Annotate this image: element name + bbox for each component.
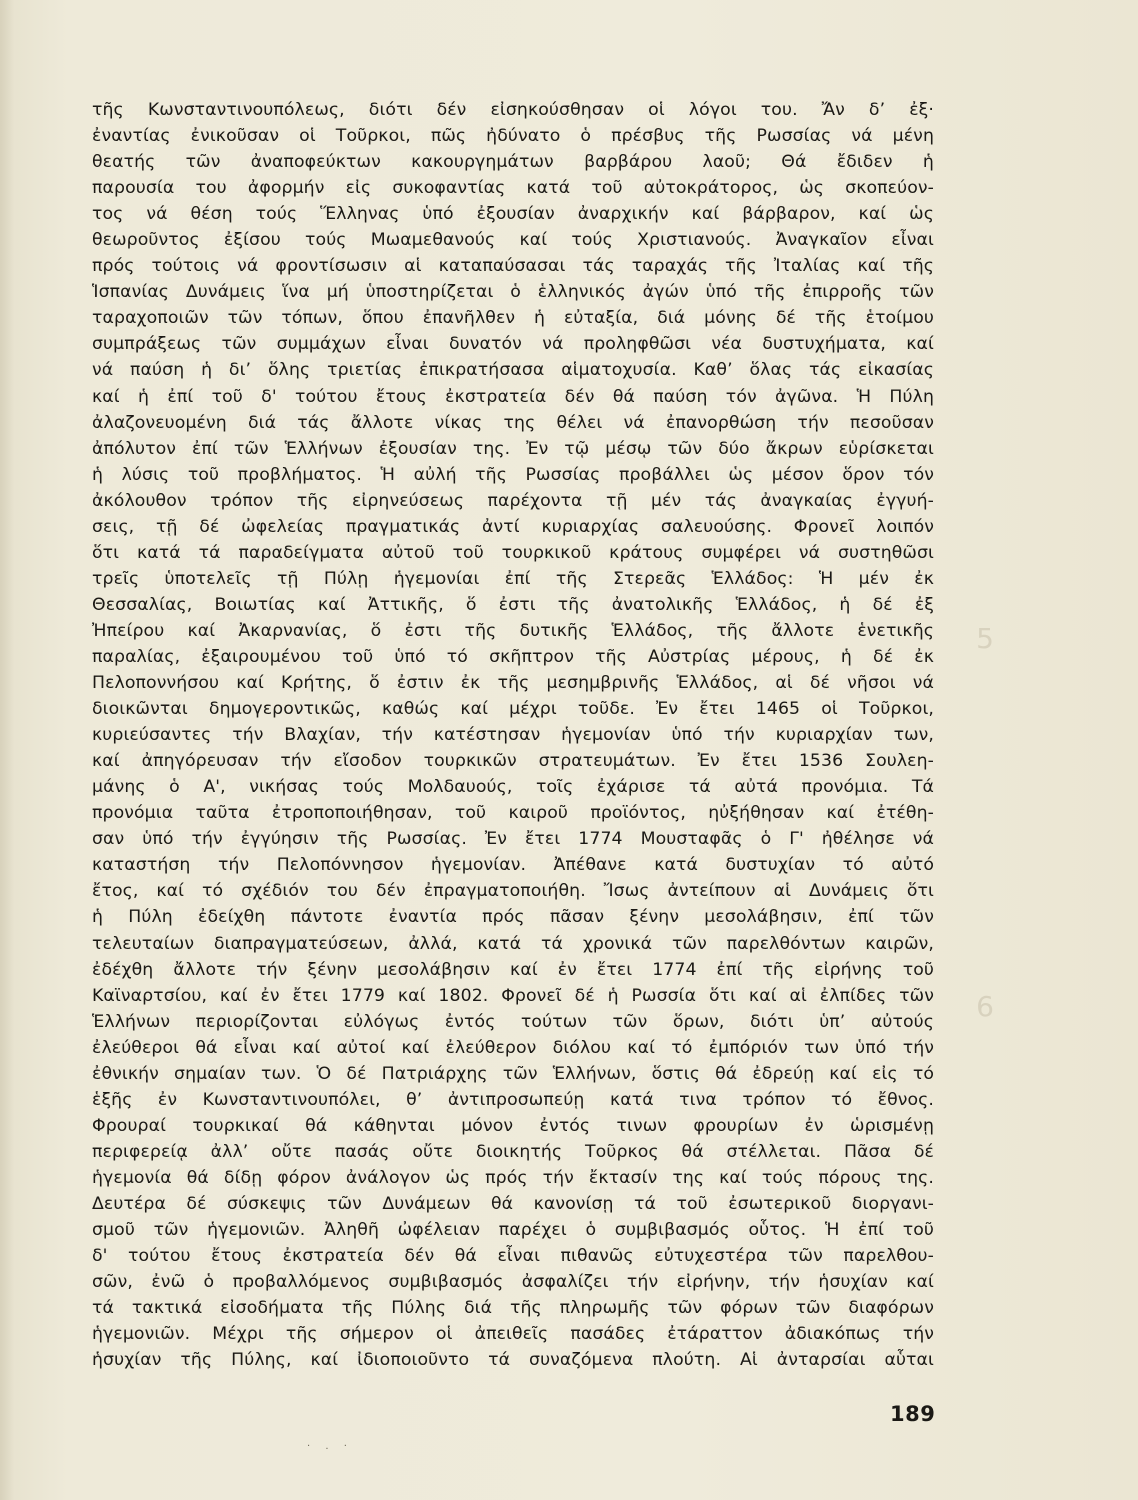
page-number: 189 <box>890 1402 936 1426</box>
text-line: τρεῖς ὑποτελεῖς τῇ Πύλῃ ἡγεμονίαι ἐπί τῆς Στερεᾶς Ἑλλάδος: Ἡ μέν ἐκ <box>92 568 934 589</box>
margin-section-number: 6 <box>976 990 994 1023</box>
text-line: ἡ λύσις τοῦ προβλήματος. Ἡ αὐλή τῆς Ρωσσίας προβάλλει ὡς μέσον ὅρον τόν <box>92 464 934 485</box>
margin-section-number: 5 <box>976 622 994 655</box>
body-text <box>92 97 934 1373</box>
text-line: ταραχοποιῶν τῶν τόπων, ὅπου ἐπανῆλθεν ἡ εὐταξία, διά μόνης δέ τῆς ἑτοίμου <box>92 308 934 329</box>
text-line: σεις, τῇ δέ ὠφελείας πραγματικάς ἀντί κυριαρχίας σαλευούσης. Φρονεῖ λοιπόν <box>92 516 934 537</box>
text-line: νά παύση ἡ δι’ ὅλης τριετίας ἐπικρατήσασα αἱματοχυσία. Καθ’ ὅλας τάς εἰκασίας <box>92 360 934 381</box>
text-line: προνόμια ταῦτα ἐτροποποιήθησαν, τοῦ καιροῦ προϊόντος, ηὐξήθησαν καί ἐτέθη- <box>92 803 934 824</box>
text-line: ἐθνικήν σημαίαν των. Ὁ δέ Πατριάρχης τῶν Ἑλλήνων, ὅστις θά ἐδρεύῃ καί εἰς τό <box>92 1063 934 1084</box>
text-line: κυριεύσαντες τήν Βλαχίαν, τήν κατέστησαν ἡγεμονίαν ὑπό τήν κυριαρχίαν των, <box>92 725 934 746</box>
text-line: μάνης ὁ Α', νικήσας τούς Μολδαυούς, τοῖς ἐχάρισε τά αὐτά προνόμια. Τά <box>92 777 934 798</box>
text-line: συμπράξεως τῶν συμμάχων εἶναι δυνατόν νά προληφθῶσι νέα δυστυχήματα, καί <box>92 334 934 355</box>
text-line: Ἑλλήνων περιορίζονται εὐλόγως ἐντός τούτων τῶν ὅρων, διότι ὑπ’ αὐτούς <box>92 1011 934 1032</box>
text-line: καί ἀπηγόρευσαν τήν εἴσοδον τουρκικῶν στρατευμάτων. Ἐν ἔτει 1536 Σουλεη- <box>92 751 934 772</box>
text-line: τελευταίων διαπραγματεύσεων, ἀλλά, κατά τά χρονικά τῶν παρελθόντων καιρῶν, <box>92 933 934 954</box>
text-line: θεωροῦντος ἐξίσου τούς Μωαμεθανούς καί τούς Χριστιανούς. Ἀναγκαῖον εἶναι <box>92 230 934 251</box>
text-line: Φρουραί τουρκικαί θά κάθηνται μόνον ἐντός τινων φρουρίων ἐν ὡρισμένῃ <box>92 1115 934 1136</box>
text-line: θεατής τῶν ἀναποφεύκτων κακουργημάτων βαρβάρου λαοῦ; Θά ἔδιδεν ἡ <box>92 152 934 173</box>
text-line: Δευτέρα δέ σύσκεψις τῶν Δυνάμεων θά κανονίσῃ τά τοῦ ἐσωτερικοῦ διοργανι- <box>92 1193 934 1214</box>
text-line: ἀπόλυτον ἐπί τῶν Ἑλλήνων ἐξουσίαν της. Ἐν τῷ μέσῳ τῶν δύο ἄκρων εὑρίσκεται <box>92 438 934 459</box>
text-line: ἀκόλουθον τρόπον τῆς εἰρηνεύσεως παρέχοντα τῇ μέν τάς ἀναγκαίας ἐγγυή- <box>92 490 934 511</box>
text-line: ἐδέχθη ἄλλοτε τήν ξένην μεσολάβησιν καί ἐν ἔτει 1774 ἐπί τῆς εἰρήνης τοῦ <box>92 959 934 980</box>
text-line: Ἠπείρου καί Ἀκαρνανίας, ὅ ἐστι τῆς δυτικῆς Ἑλλάδος, τῆς ἄλλοτε ἑνετικῆς <box>92 620 934 641</box>
text-line: Καϊναρτσίου, καί ἐν ἔτει 1779 καί 1802. Φρονεῖ δέ ἡ Ρωσσία ὅτι καί αἱ ἐλπίδες τῶν <box>92 985 934 1006</box>
text-line: Θεσσαλίας, Βοιωτίας καί Ἀττικῆς, ὅ ἐστι τῆς ἀνατολικῆς Ἑλλάδος, ἡ δέ ἐξ <box>92 594 934 615</box>
text-line: παρουσία του ἀφορμήν εἰς συκοφαντίας κατά τοῦ αὐτοκράτορος, ὡς σκοπεύον- <box>92 178 934 199</box>
text-line: καταστήση τήν Πελοπόννησον ἡγεμονίαν. Ἀπέθανε κατά δυστυχίαν τό αὐτό <box>92 855 934 876</box>
text-line: σῶν, ἐνῶ ὁ προβαλλόμενος συμβιβασμός ἀσφαλίζει τήν εἰρήνην, τήν ἡσυχίαν καί <box>92 1272 934 1293</box>
text-line: καί ἡ ἐπί τοῦ δ' τούτου ἔτους ἐκστρατεία δέν θά παύση τόν ἀγῶνα. Ἡ Πύλη <box>92 386 934 407</box>
text-line: παραλίας, ἐξαιρουμένου τοῦ ὑπό τό σκῆπτρον τῆς Αὐστρίας μέρους, ἡ δέ ἐκ <box>92 646 934 667</box>
text-line: ἐλεύθεροι θά εἶναι καί αὐτοί καί ἐλεύθερον διόλου καί τό ἐμπόριόν των ὑπό τήν <box>92 1037 934 1058</box>
text-line: ἀλαζονευομένη διά τάς ἄλλοτε νίκας της θέλει νά ἐπανορθώση τήν πεσοῦσαν <box>92 412 934 433</box>
text-line: σαν ὑπό τήν ἐγγύησιν τῆς Ρωσσίας. Ἐν ἔτει 1774 Μουσταφᾶς ὁ Γ' ἠθέλησε νά <box>92 829 934 850</box>
text-line: ἔτος, καί τό σχέδιόν του δέν ἐπραγματοποιήθη. Ἴσως ἀντείπουν αἱ Δυνάμεις ὅτι <box>92 881 934 902</box>
text-line: πρός τούτοις νά φροντίσωσιν αἱ καταπαύσασαι τάς ταραχάς τῆς Ἰταλίας καί τῆς <box>92 256 934 277</box>
text-line: δ' τούτου ἔτους ἐκστρατεία δέν θά εἶναι πιθανῶς εὐτυχεστέρα τῶν παρελθου- <box>92 1246 934 1267</box>
text-line: ὅτι κατά τά παραδείγματα αὐτοῦ τοῦ τουρκικοῦ κράτους συμφέρει νά συστηθῶσι <box>92 542 934 563</box>
binding-shadow <box>0 0 14 1500</box>
text-line: ἑξῆς ἐν Κωνσταντινουπόλει, θ’ ἀντιπροσωπεύῃ κατά τινα τρόπον τό ἔθνος. <box>92 1089 934 1110</box>
text-line: ἡγεμονιῶν. Μέχρι τῆς σήμερον οἱ ἀπειθεῖς πασάδες ἐτάραττον ἀδιακόπως τήν <box>92 1324 934 1345</box>
text-line: ἡγεμονία θά δίδῃ φόρον ἀνάλογον ὡς πρός τήν ἔκτασίν της καί τούς πόρους της. <box>92 1167 934 1188</box>
text-line: διοικῶνται δημογεροντικῶς, καθώς καί μέχρι τοῦδε. Ἐν ἔτει 1465 οἱ Τοῦρκοι, <box>92 699 934 720</box>
text-line: τῆς Κωνσταντινουπόλεως, διότι δέν εἰσηκούσθησαν οἱ λόγοι του. Ἄν δ’ ἐξ· <box>92 100 934 120</box>
text-line: περιφερείᾳ ἀλλ’ οὔτε πασάς οὔτε διοικητής Τοῦρκος θά στέλλεται. Πᾶσα δέ <box>92 1141 934 1162</box>
text-line: σμοῦ τῶν ἡγεμονιῶν. Ἀληθῆ ὠφέλειαν παρέχει ὁ συμβιβασμός οὗτος. Ἡ ἐπί τοῦ <box>92 1220 934 1241</box>
text-line: ἡ Πύλη ἐδείχθη πάντοτε ἐναντία πρός πᾶσαν ξένην μεσολάβησιν, ἐπί τῶν <box>92 907 934 928</box>
text-line: τά τακτικά εἰσοδήματα τῆς Πύλης διά τῆς πληρωμῆς τῶν φόρων τῶν διαφόρων <box>92 1298 934 1319</box>
text-line: ἡσυχίαν τῆς Πύλης, καί ἰδιοποιοῦντο τά συναζόμενα πλούτη. Αἱ ἀνταρσίαι αὗται <box>92 1350 934 1371</box>
text-line: Ἱσπανίας Δυνάμεις ἵνα μή ὑποστηρίζεται ὁ ἑλληνικός ἀγών ὑπό τῆς ἐπιρροῆς τῶν <box>92 282 934 303</box>
text-line: τος νά θέση τούς Ἕλληνας ὑπό ἐξουσίαν ἀναρχικήν καί βάρβαρον, καί ὡς <box>92 204 934 225</box>
text-line: ἐναντίας ἐνικοῦσαν οἱ Τοῦρκοι, πῶς ἠδύνατο ὁ πρέσβυς τῆς Ρωσσίας νά μένη <box>92 126 934 147</box>
print-specks: · . · <box>307 1441 353 1452</box>
text-line: Πελοποννήσου καί Κρήτης, ὅ ἐστιν ἐκ τῆς μεσημβρινῆς Ἑλλάδος, αἱ δέ νῆσοι νά <box>92 673 934 694</box>
